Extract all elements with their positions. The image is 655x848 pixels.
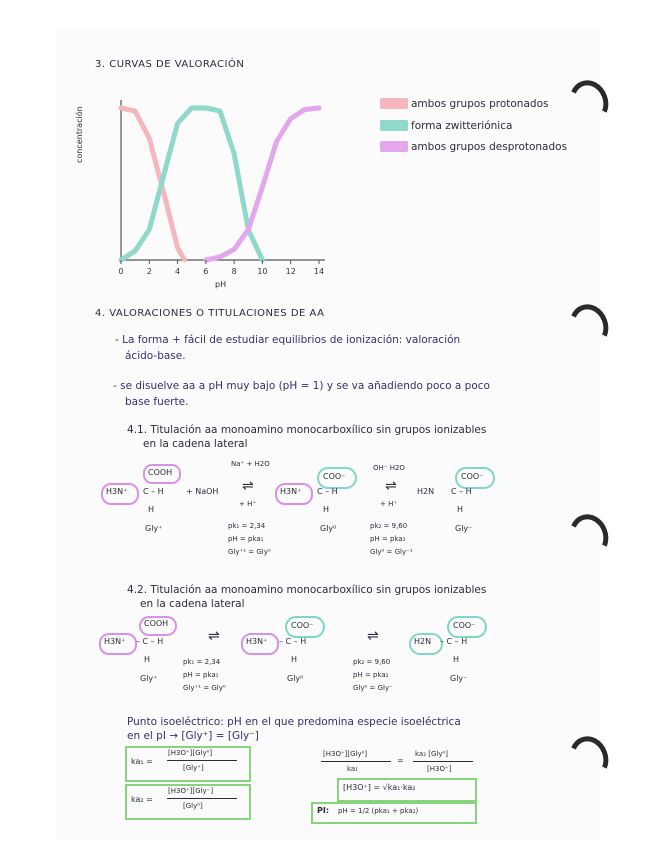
x-tick-label: 10: [257, 267, 268, 276]
pi-label: PI:: [317, 806, 330, 815]
sub41-eq2: Gly⁰ = Gly⁻¹: [370, 548, 413, 556]
sub-41-title-line-2: en la cadena lateral: [143, 438, 248, 450]
sub41-h3n-2: H3N⁺: [280, 487, 302, 496]
bullet-2-line-2: base fuerte.: [125, 396, 189, 408]
legend-swatch-zwitterion: [380, 120, 408, 131]
sub41-h-2: H: [323, 505, 330, 514]
legend-swatch-protonated: [380, 98, 408, 109]
legend-label-deprotonated: ambos grupos desprotonados: [411, 141, 568, 153]
eqA-equals: =: [397, 756, 404, 765]
equilibrium-arrow-icon: ⇌: [208, 628, 220, 644]
ka1-denominator: [Gly⁺]: [183, 764, 204, 772]
sub42-c-h: – C – H: [136, 637, 164, 646]
bullet-1-line-2: ácido-base.: [125, 350, 186, 362]
sub42-h2n: H2N: [414, 637, 432, 646]
sub42-gly-plus: Gly⁺: [140, 674, 158, 683]
eqA-left-denominator: ka₁: [347, 765, 359, 773]
ka1-numerator: [H3O⁺][Gly⁰]: [168, 749, 213, 757]
sub41-coo-1: COO⁻: [323, 472, 346, 481]
sub41-reagent1-bottom: + H⁺: [239, 500, 257, 508]
sub41-naoh: + NaOH: [186, 487, 219, 496]
sub42-h-2: H: [291, 655, 298, 664]
bullet-1-line-1: - La forma + fácil de estudiar equilibrios de ionización: valoración: [115, 334, 461, 346]
sub42-h3n: H3N⁺: [104, 637, 126, 646]
x-axis-label: pH: [215, 280, 227, 289]
x-tick-label: 6: [203, 267, 209, 276]
sub41-c-h: C – H: [143, 487, 164, 496]
ka2-numerator: [H3O⁺][Gly⁻]: [168, 787, 214, 795]
binder-ring-icon: [564, 509, 615, 563]
sub41-gly-zero: Gly⁰: [320, 524, 337, 533]
section-4-title: 4. VALORACIONES O TITULACIONES DE AA: [95, 308, 325, 319]
equilibrium-arrow-icon: ⇌: [385, 478, 397, 494]
legend-label-protonated: ambos grupos protonados: [411, 98, 549, 110]
notebook-page: [55, 28, 600, 840]
section-3-title: 3. CURVAS DE VALORACIÓN: [95, 59, 245, 70]
sub-42-title-line-2: en la cadena lateral: [140, 598, 245, 610]
eqA-right-denominator: [H3O⁺]: [427, 765, 452, 773]
ka2-denominator: [Gly⁰]: [183, 802, 203, 810]
sub42-h3n-2: H3N⁺: [246, 637, 268, 646]
sub42-pk2: pk₂ = 9,60: [353, 658, 391, 666]
equilibrium-arrow-icon: ⇌: [242, 478, 254, 494]
y-axis-label: concentración: [75, 106, 84, 163]
ka2-lhs: ka₂ =: [131, 795, 153, 804]
eqA-left-numerator: [H3O⁺][Gly⁰]: [323, 750, 368, 758]
sub41-pk2: pk₂ = 9,60: [370, 522, 408, 530]
sub41-eq1: Gly⁺¹ = Gly⁰: [228, 548, 271, 556]
ka1-fraction-bar: [167, 760, 237, 761]
sub41-reagent2-bottom: + H⁺: [380, 500, 398, 508]
x-tick-label: 14: [313, 267, 325, 276]
sub42-ph-pka2: pH = pka₂: [353, 671, 389, 679]
eqA-left-bar: [321, 761, 391, 762]
sub41-gly-minus: Gly⁻: [455, 524, 473, 533]
legend-swatch-deprotonated: [380, 141, 408, 152]
sub41-h-3: H: [457, 505, 464, 514]
x-tick-label: 4: [175, 267, 181, 276]
legend-label-zwitterion: forma zwitteriónica: [411, 120, 513, 132]
sub41-reagent2-top: OH⁻ H2O: [373, 464, 405, 472]
x-tick-label: 2: [146, 267, 152, 276]
sub42-c-h-3: – C – H: [440, 637, 468, 646]
binder-ring-icon: [564, 299, 615, 353]
sub41-gly-plus: Gly⁺: [145, 524, 163, 533]
sub41-c-h-3: C – H: [451, 487, 472, 496]
sub-41-title-line-1: 4.1. Titulación aa monoamino monocarboxílico sin grupos ionizables: [127, 424, 487, 436]
sub42-eq1: Gly⁺¹ = Gly⁰: [183, 684, 226, 692]
titration-chart: [95, 88, 325, 288]
x-tick-label: 12: [285, 267, 296, 276]
sub41-pk1: pk₁ = 2,34: [228, 522, 266, 530]
sub42-h-3: H: [453, 655, 460, 664]
eqB-formula: [H3O⁺] = √ka₁·ka₂: [343, 783, 416, 792]
sub42-h-1: H: [144, 655, 151, 664]
sub-42-title-line-1: 4.2. Titulación aa monoamino monocarboxílico sin grupos ionizables: [127, 584, 487, 596]
sub41-ph-pka1: pH = pka₁: [228, 535, 264, 543]
x-tick-label: 8: [231, 267, 237, 276]
ka2-fraction-bar: [167, 798, 237, 799]
series-line-2: [206, 108, 319, 260]
eqA-right-bar: [413, 761, 473, 762]
sub41-h3n: H3N⁺: [106, 487, 128, 496]
sub41-reagent1-top: Na⁺ + H2O: [231, 460, 270, 468]
sub42-cooh: COOH: [144, 619, 169, 628]
pi-formula: pH = 1/2 (pka₁ + pka₂): [338, 807, 419, 815]
sub42-coo-1: COO⁻: [291, 621, 314, 630]
eqA-right-numerator: ka₂ [Gly⁰]: [415, 750, 449, 758]
isoelectric-line-1: Punto isoeléctrico: pH en el que predomina especie isoeléctrica: [127, 716, 461, 728]
sub42-gly-minus: Gly⁻: [450, 674, 468, 683]
bullet-2-line-1: - se disuelve aa a pH muy bajo (pH = 1) y se va añadiendo poco a poco: [113, 380, 490, 392]
sub42-c-h-2: – C – H: [279, 637, 307, 646]
sub42-gly-zero: Gly⁰: [287, 674, 304, 683]
ka1-lhs: ka₁ =: [131, 757, 153, 766]
sub41-h2n: H2N: [417, 487, 435, 496]
sub41-ph-pka2: pH = pka₂: [370, 535, 406, 543]
sub42-ph-pka1: pH = pka₁: [183, 671, 219, 679]
sub42-eq2: Gly⁰ = Gly⁻: [353, 684, 393, 692]
sub41-cooh: COOH: [148, 468, 173, 477]
binder-ring-icon: [564, 731, 615, 785]
sub42-coo-2: COO⁻: [453, 621, 476, 630]
sub41-h-1: H: [148, 505, 155, 514]
sub42-pk1: pk₁ = 2,34: [183, 658, 221, 666]
equilibrium-arrow-icon: ⇌: [367, 628, 379, 644]
sub41-c-h-2: C – H: [317, 487, 338, 496]
sub41-coo-2: COO⁻: [461, 472, 484, 481]
x-tick-label: 0: [118, 267, 124, 276]
binder-ring-icon: [564, 75, 615, 129]
isoelectric-line-2: en el pI → [Gly⁺] = [Gly⁻]: [127, 730, 259, 742]
